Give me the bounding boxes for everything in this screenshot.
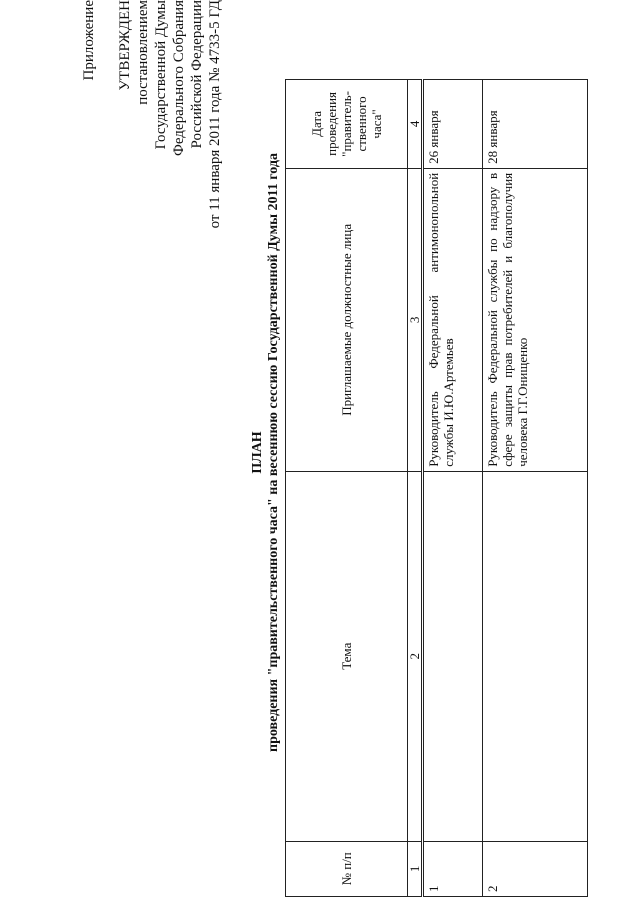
approval-line: Федерального Собрания [171,0,187,157]
plan-title [250,0,282,905]
spacer [98,0,116,560]
column-number: 4 [408,80,423,169]
header-officials: Приглашаемые должностные лица [286,168,408,471]
plan-table [285,79,588,897]
row-date: 26 января [423,80,483,169]
column-number: 1 [408,841,423,896]
row-officials: Руководитель Федеральной антимонопольной службы И.Ю.Артемьев [423,168,483,471]
approval-line: постановлением [135,0,151,105]
row-topic [423,471,483,841]
row-topic [483,471,588,841]
approval-date-line: от 11 января 2011 года № 4733-5 ГД [207,0,223,229]
header-topic: Тема [286,471,408,841]
column-number: 3 [408,168,423,471]
table-row [483,80,588,897]
approval-stamp [80,0,224,560]
header-date: Дата проведения "правитель-ственного часа" [286,80,408,169]
table-row [423,80,483,897]
column-number: 2 [408,471,423,841]
approved-label: УТВЕРЖДЕН [117,0,133,91]
approval-line: Государственной Думы [153,0,169,150]
header-number: № п/п [286,841,408,896]
row-number: 2 [483,841,588,896]
row-date: 28 января [483,80,588,169]
appendix-label: Приложение [81,0,97,81]
row-number: 1 [423,841,483,896]
approval-line: Российской Федерации [189,0,205,149]
row-officials: Руководитель Федеральной службы по надзору в сфере защиты прав потребителей и благополучия человека Г.Г.Онищенко [483,168,588,471]
plan-subheading: проведения "правительственного часа" на весеннюю сессию Государственной Думы 2011 года [266,153,281,752]
plan-heading: ПЛАН [250,431,265,474]
